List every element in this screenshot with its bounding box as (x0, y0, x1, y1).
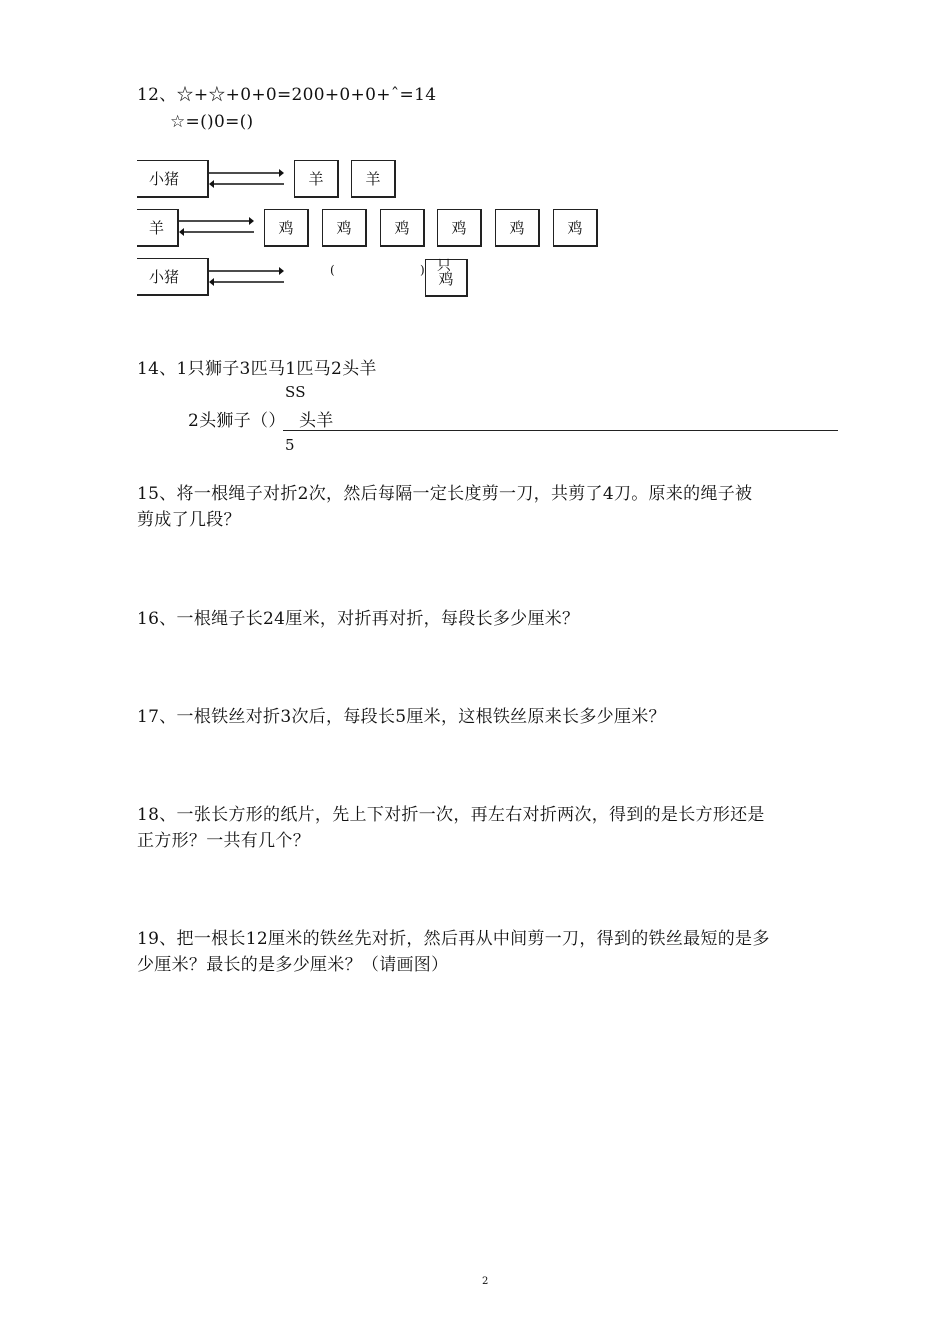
sheep-box: 羊 (137, 209, 179, 247)
q14-line2-suffix: 头羊 (299, 411, 334, 431)
q17-text: 17、一根铁丝对折3次后，每段长5厘米，这根铁丝原来长多少厘米？ (137, 707, 666, 727)
sheep-box: 羊 (351, 160, 396, 198)
answer-paren-close: ) (420, 263, 425, 277)
unit-label: 只 (437, 258, 452, 274)
chicken-box: 鸡 (322, 209, 367, 247)
q19-text: 19、把一根长12厘米的铁丝先对折，然后再从中间剪一刀，得到的铁丝最短的是多 (137, 929, 770, 949)
q18-text-cont: 正方形？一共有几个？ (137, 831, 310, 851)
exchange-arrows-icon (209, 266, 284, 288)
exchange-arrows-icon (179, 216, 254, 238)
answer-paren-open: ( (330, 263, 335, 277)
answer-underline (283, 430, 838, 431)
chicken-box: 鸡 (553, 209, 598, 247)
chicken-box: 鸡 (380, 209, 425, 247)
q12-answer-line: ☆=()0=() (170, 112, 254, 132)
q14-ss: SS (285, 383, 306, 401)
chicken-box: 鸡 (495, 209, 540, 247)
q18-text: 18、一张长方形的纸片，先上下对折一次，再左右对折两次，得到的是长方形还是 (137, 805, 765, 825)
pig-box: 小猪 (137, 258, 209, 296)
q15-text: 15、将一根绳子对折2次，然后每隔一定长度剪一刀，共剪了4刀。原来的绳子被 (137, 484, 753, 504)
q14-under: 5 (285, 436, 295, 454)
q14-text: 14、1只狮子3匹马1匹马2头羊 (137, 359, 377, 379)
chicken-box: 鸡 (425, 259, 468, 297)
sheep-box: 羊 (294, 160, 339, 198)
exchange-arrows-icon (209, 168, 284, 190)
q16-text: 16、一根绳子长24厘米，对折再对折，每段长多少厘米？ (137, 609, 580, 629)
q12-equation: 12、☆+☆+0+0=200+0+0+ˆ=14 (137, 85, 437, 105)
chicken-box: 鸡 (437, 209, 482, 247)
page-number: 2 (482, 1276, 489, 1287)
chicken-box: 鸡 (264, 209, 309, 247)
q15-text-cont: 剪成了几段？ (137, 510, 241, 530)
pig-box: 小猪 (137, 160, 209, 198)
q19-text-cont: 少厘米？最长的是多少厘米？（请画图） (137, 955, 449, 975)
q14-line2-prefix: 2头狮子（） (188, 411, 286, 431)
